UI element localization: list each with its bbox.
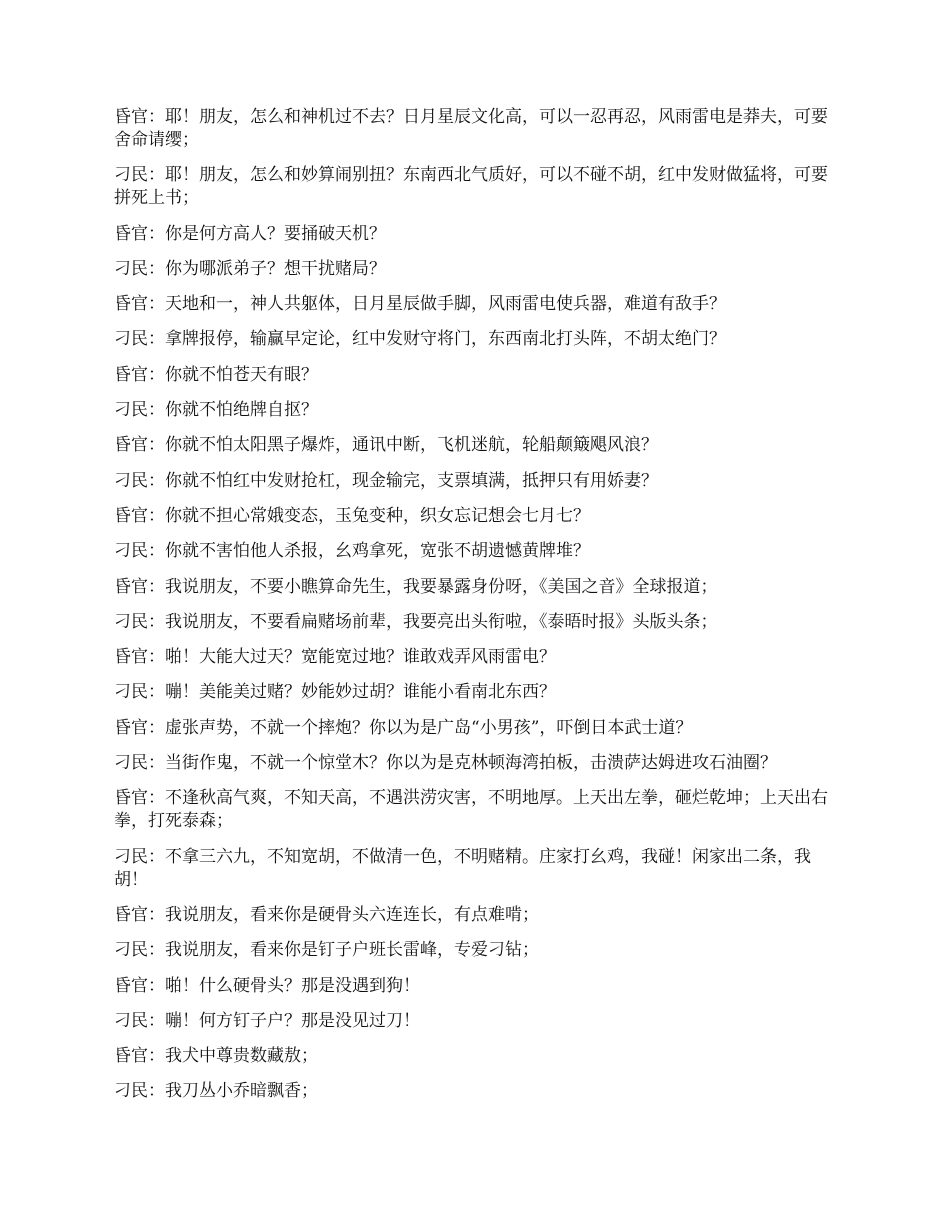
dialogue-line-23: 昏官：啪！什么硬骨头？那是没遇到狗！ <box>114 975 420 996</box>
dialogue-line-15: 昏官：啪！大能大过天？宽能宽过地？谁敢戏弄风雨雷电？ <box>114 647 556 668</box>
dialogue-line-21: 昏官：我说朋友，看来你是硬骨头六连连长，有点难啃； <box>114 904 539 925</box>
dialogue-line-26: 刁民：我刀丛小乔暗飘香； <box>114 1081 318 1102</box>
dialogue-line-13: 昏官：我说朋友，不要小瞧算命先生，我要暴露身份呀，《美国之音》全球报道； <box>114 576 718 597</box>
dialogue-line-25: 昏官：我犬中尊贵数藏敖； <box>114 1046 318 1067</box>
dialogue-line-11: 昏官：你就不担心常娥变态，玉兔变种，织女忘记想会七月七？ <box>114 505 590 526</box>
dialogue-line-06: 刁民：拿牌报停，输赢早定论，红中发财守将门，东西南北打头阵，不胡太绝门？ <box>114 329 726 350</box>
dialogue-line-05: 昏官：天地和一，神人共躯体，日月星辰做手脚，风雨雷电使兵器，难道有敌手？ <box>114 294 726 315</box>
dialogue-line-04: 刁民：你为哪派弟子？想干扰赌局？ <box>114 258 386 279</box>
dialogue-line-19: 昏官：不逢秋高气爽，不知天高，不遇洪涝灾害，不明地厚。上天出左拳，砸烂乾坤；上天出右拳，打死泰森； <box>114 788 828 832</box>
dialogue-line-07: 昏官：你就不怕苍天有眼？ <box>114 364 318 385</box>
dialogue-line-17: 昏官：虚张声势，不就一个摔炮？你以为是广岛“小男孩”，吓倒日本武士道？ <box>114 717 693 738</box>
dialogue-line-16: 刁民：嘣！美能美过赌？妙能妙过胡？谁能小看南北东西？ <box>114 682 556 703</box>
dialogue-line-02: 刁民：耶！朋友，怎么和妙算闹别扭？东南西北气质好，可以不碰不胡，红中发财做猛将，可要拼死上书； <box>114 165 828 209</box>
dialogue-line-09: 昏官：你就不怕太阳黑子爆炸，通讯中断，飞机迷航，轮船颠簸飓风浪？ <box>114 435 658 456</box>
dialogue-line-18: 刁民：当街作鬼，不就一个惊堂木？你以为是克林顿海湾拍板，击溃萨达姆进攻石油圈？ <box>114 753 777 774</box>
dialogue-line-01: 昏官：耶！朋友，怎么和神机过不去？日月星辰文化高，可以一忍再忍，风雨雷电是莽夫，可要舍命请缨； <box>114 107 828 150</box>
dialogue-line-12: 刁民：你就不害怕他人杀报，幺鸡拿死，宽张不胡遗憾黄牌堆？ <box>114 541 590 562</box>
document-body <box>114 106 838 1116</box>
dialogue-line-22: 刁民：我说朋友，看来你是钉子户班长雷峰，专爱刁钻； <box>114 940 539 961</box>
dialogue-line-20: 刁民：不拿三六九，不知宽胡，不做清一色，不明赌精。庄家打幺鸡，我碰！闲家出二条，我胡！ <box>114 846 811 890</box>
dialogue-line-08: 刁民：你就不怕绝牌自抠？ <box>114 400 318 421</box>
dialogue-line-10: 刁民：你就不怕红中发财抢杠，现金输完，支票填满，抵押只有用娇妻？ <box>114 470 658 491</box>
dialogue-line-24: 刁民：嘣！何方钉子户？那是没见过刀！ <box>114 1010 420 1031</box>
dialogue-line-14: 刁民：我说朋友，不要看扁赌场前辈，我要亮出头衔啦，《泰晤时报》头版头条； <box>114 611 718 632</box>
dialogue-line-03: 昏官：你是何方高人？要捅破天机？ <box>114 223 386 244</box>
